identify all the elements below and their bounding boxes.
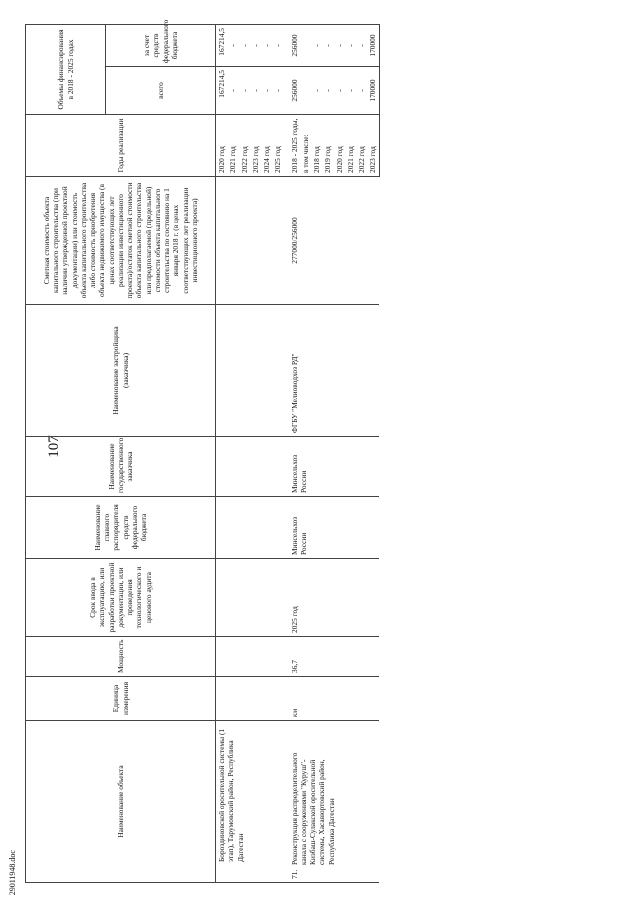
row2-name	[284, 721, 380, 883]
year-cell: 2023 год	[367, 115, 379, 177]
footer-filename: 29011948.doc	[8, 850, 17, 896]
header-years: Годы реализации	[26, 115, 216, 177]
header-main-manager: Наименование главного распорядителя средств федерального бюджета	[26, 497, 216, 559]
rotated-table-container	[25, 19, 625, 883]
total-cell: -	[345, 67, 356, 115]
header-funding-group: Объемы финансирования в 2018 - 2025 годах	[26, 25, 106, 115]
row2-term: 2025 год	[284, 559, 380, 637]
row2-developer: ФГБУ "Мелиоводхоз РД"	[284, 305, 380, 437]
year-cell: 2020 год	[334, 115, 345, 177]
year-cell: 2019 год	[322, 115, 333, 177]
header-total: всего	[106, 67, 216, 115]
total-cell: -	[356, 67, 367, 115]
year-cell: в том числе:	[300, 115, 311, 177]
row1-term	[216, 559, 284, 637]
federal-cell: -	[272, 25, 283, 67]
federal-cell: 170000	[367, 25, 379, 67]
federal-cell: -	[227, 25, 238, 67]
federal-cell: -	[356, 25, 367, 67]
row2-state-customer: Минсельхоз России	[284, 437, 380, 497]
year-cell: 2025 год	[272, 115, 283, 177]
federal-cell: -	[334, 25, 345, 67]
header-estimate: Сметная стоимость объекта капитального строительства (при наличии утвержденной проектной документации) или стоимость объекта капитального строительства либо стоимость приобретения объекта недвижимого имущества (в ценах соответствующих лет реализации инвестиционного проекта)/остаток сметной стоимости объекта капитального строительства или предполагаемой (предельной) стоимости объекта капитального строительства по состоянию на 1 января 2018 г. (в ценах соответствующих лет реализации инвестиционного проекта)	[26, 177, 216, 305]
header-developer: Наименование застройщика (заказчика)	[26, 305, 216, 437]
year-cell: 2021 год	[227, 115, 238, 177]
investment-table	[25, 19, 380, 883]
year-cell: 2021 год	[345, 115, 356, 177]
row1-state-customer	[216, 437, 284, 497]
row1-developer	[216, 305, 284, 437]
total-cell: -	[239, 67, 250, 115]
row2-main-manager: Минсельхоз России	[284, 497, 380, 559]
year-cell: 2018 - 2025 годы,	[284, 115, 300, 177]
federal-cell: 256000	[284, 25, 300, 67]
row1-unit	[216, 677, 284, 721]
year-cell: 2022 год	[239, 115, 250, 177]
total-cell: -	[272, 67, 283, 115]
header-unit: Единица измерения	[26, 677, 216, 721]
total-cell: 170000	[367, 67, 379, 115]
row2-capacity: 36,7	[284, 637, 380, 677]
row2-unit: км	[284, 677, 380, 721]
total-cell: -	[227, 67, 238, 115]
total-cell: -	[261, 67, 272, 115]
total-cell: 256000	[284, 67, 300, 115]
row2-name-text: Реконструкция распределительного канала с сооружениями "Куруш"-Кизбаш-Сулакской оросительной системы, Хасавюртовский район, Республика Дагестан	[289, 752, 336, 865]
year-cell: 2023 год	[250, 115, 261, 177]
total-cell: 167214,5	[216, 67, 228, 115]
year-cell: 2024 год	[261, 115, 272, 177]
header-state-customer: Наименование государственного заказчика	[26, 437, 216, 497]
year-cell: 2018 год	[311, 115, 322, 177]
header-capacity: Мощность	[26, 637, 216, 677]
row1-name-text: Бороздиновской оросительной системы (1 этап), Тарумовский район, Республика Дагестан	[217, 728, 245, 862]
year-cell: 2022 год	[356, 115, 367, 177]
row1-name	[216, 721, 284, 883]
row2-estimate: 277000/256000	[284, 177, 380, 305]
federal-cell: -	[322, 25, 333, 67]
total-cell: -	[311, 67, 322, 115]
year-cell: 2020 год	[216, 115, 228, 177]
total-cell	[300, 67, 311, 115]
row1-capacity	[216, 637, 284, 677]
page-number: 107	[45, 435, 62, 458]
total-cell: -	[322, 67, 333, 115]
header-federal: за счет средств федерального бюджета	[106, 25, 216, 67]
total-cell: -	[334, 67, 345, 115]
federal-cell: -	[261, 25, 272, 67]
row1-main-manager	[216, 497, 284, 559]
federal-cell	[300, 25, 311, 67]
federal-cell: -	[311, 25, 322, 67]
federal-cell: 167214,5	[216, 25, 228, 67]
total-cell: -	[250, 67, 261, 115]
federal-cell: -	[250, 25, 261, 67]
row2-num: 71.	[289, 869, 299, 879]
federal-cell: -	[239, 25, 250, 67]
header-term: Срок ввода в эксплуатацию, или разработки проектной документации, или проведения технологического и ценового аудита	[26, 559, 216, 637]
row1-estimate	[216, 177, 284, 305]
header-name: Наименование объекта	[26, 721, 216, 883]
federal-cell: -	[345, 25, 356, 67]
